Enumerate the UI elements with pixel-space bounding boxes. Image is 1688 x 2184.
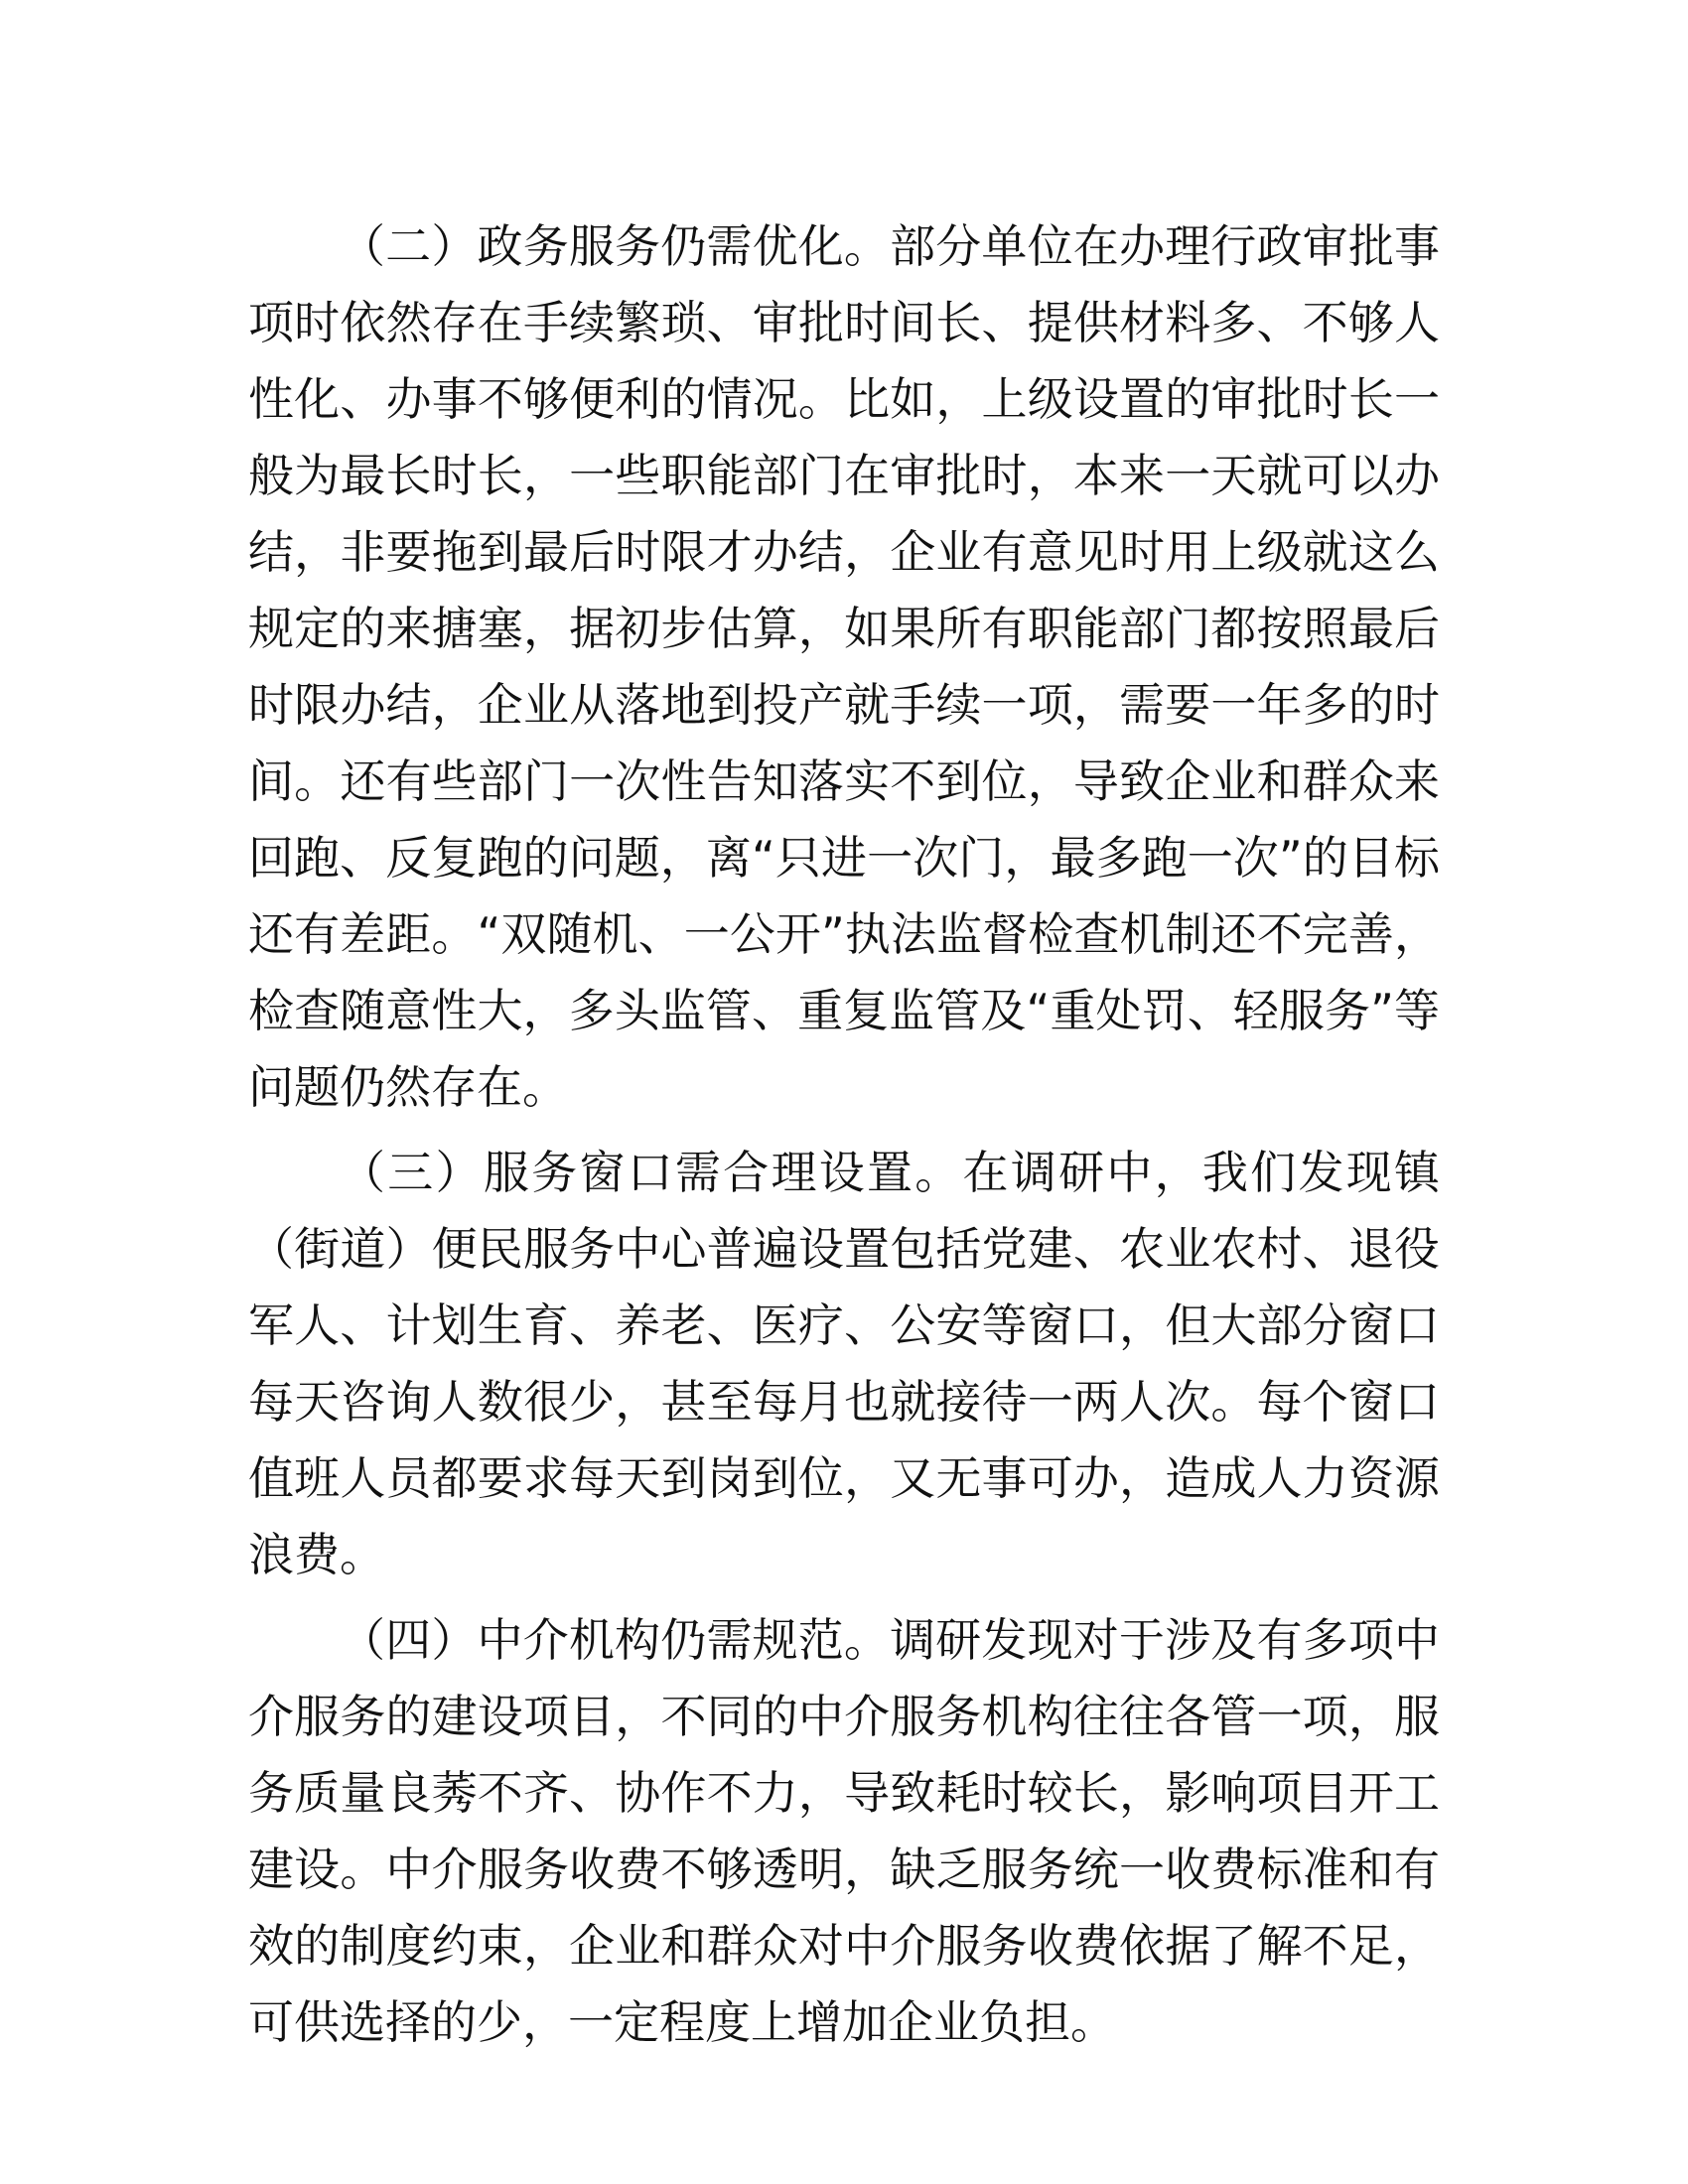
paragraph-service-windows: （三）服务窗口需合理设置。在调研中，我们发现镇（街道）便民服务中心普遍设置包括党建、农业农村、退役军人、计划生育、养老、医疗、公安等窗口，但大部分窗口每天咨询人数很少，甚至每月也就接待一两人次。每个窗口值班人员都要求每天到岗到位，又无事可办，造成人力资源浪费。 bbox=[248, 1146, 1440, 1581]
document-body bbox=[248, 208, 1440, 2070]
paragraph-government-services: （二）政务服务仍需优化。部分单位在办理行政审批事项时依然存在手续繁琐、审批时间长、提供材料多、不够人性化、办事不够便利的情况。比如，上级设置的审批时长一般为最长时长，一些职能部门在审批时，本来一天就可以办结，非要拖到最后时限才办结，企业有意见时用上级就这么规定的来搪塞，据初步估算，如果所有职能部门都按照最后时限办结，企业从落地到投产就手续一项，需要一年多的时间。还有些部门一次性告知落实不到位，导致企业和群众来回跑、反复跑的问题，离“只进一次门，最多跑一次”的目标还有差距。“双随机、一公开”执法监督检查机制还不完善，检查随意性大，多头监管、重复监管及“重处罚、轻服务”等问题仍然存在。 bbox=[248, 219, 1440, 1114]
paragraph-intermediary-agencies: （四）中介机构仍需规范。调研发现对于涉及有多项中介服务的建设项目，不同的中介服务机构往往各管一项，服务质量良莠不齐、协作不力，导致耗时较长，影响项目开工建设。中介服务收费不够透明，缺乏服务统一收费标准和有效的制度约束，企业和群众对中介服务收费依据了解不足，可供选择的少，一定程度上增加企业负担。 bbox=[248, 1613, 1440, 2049]
